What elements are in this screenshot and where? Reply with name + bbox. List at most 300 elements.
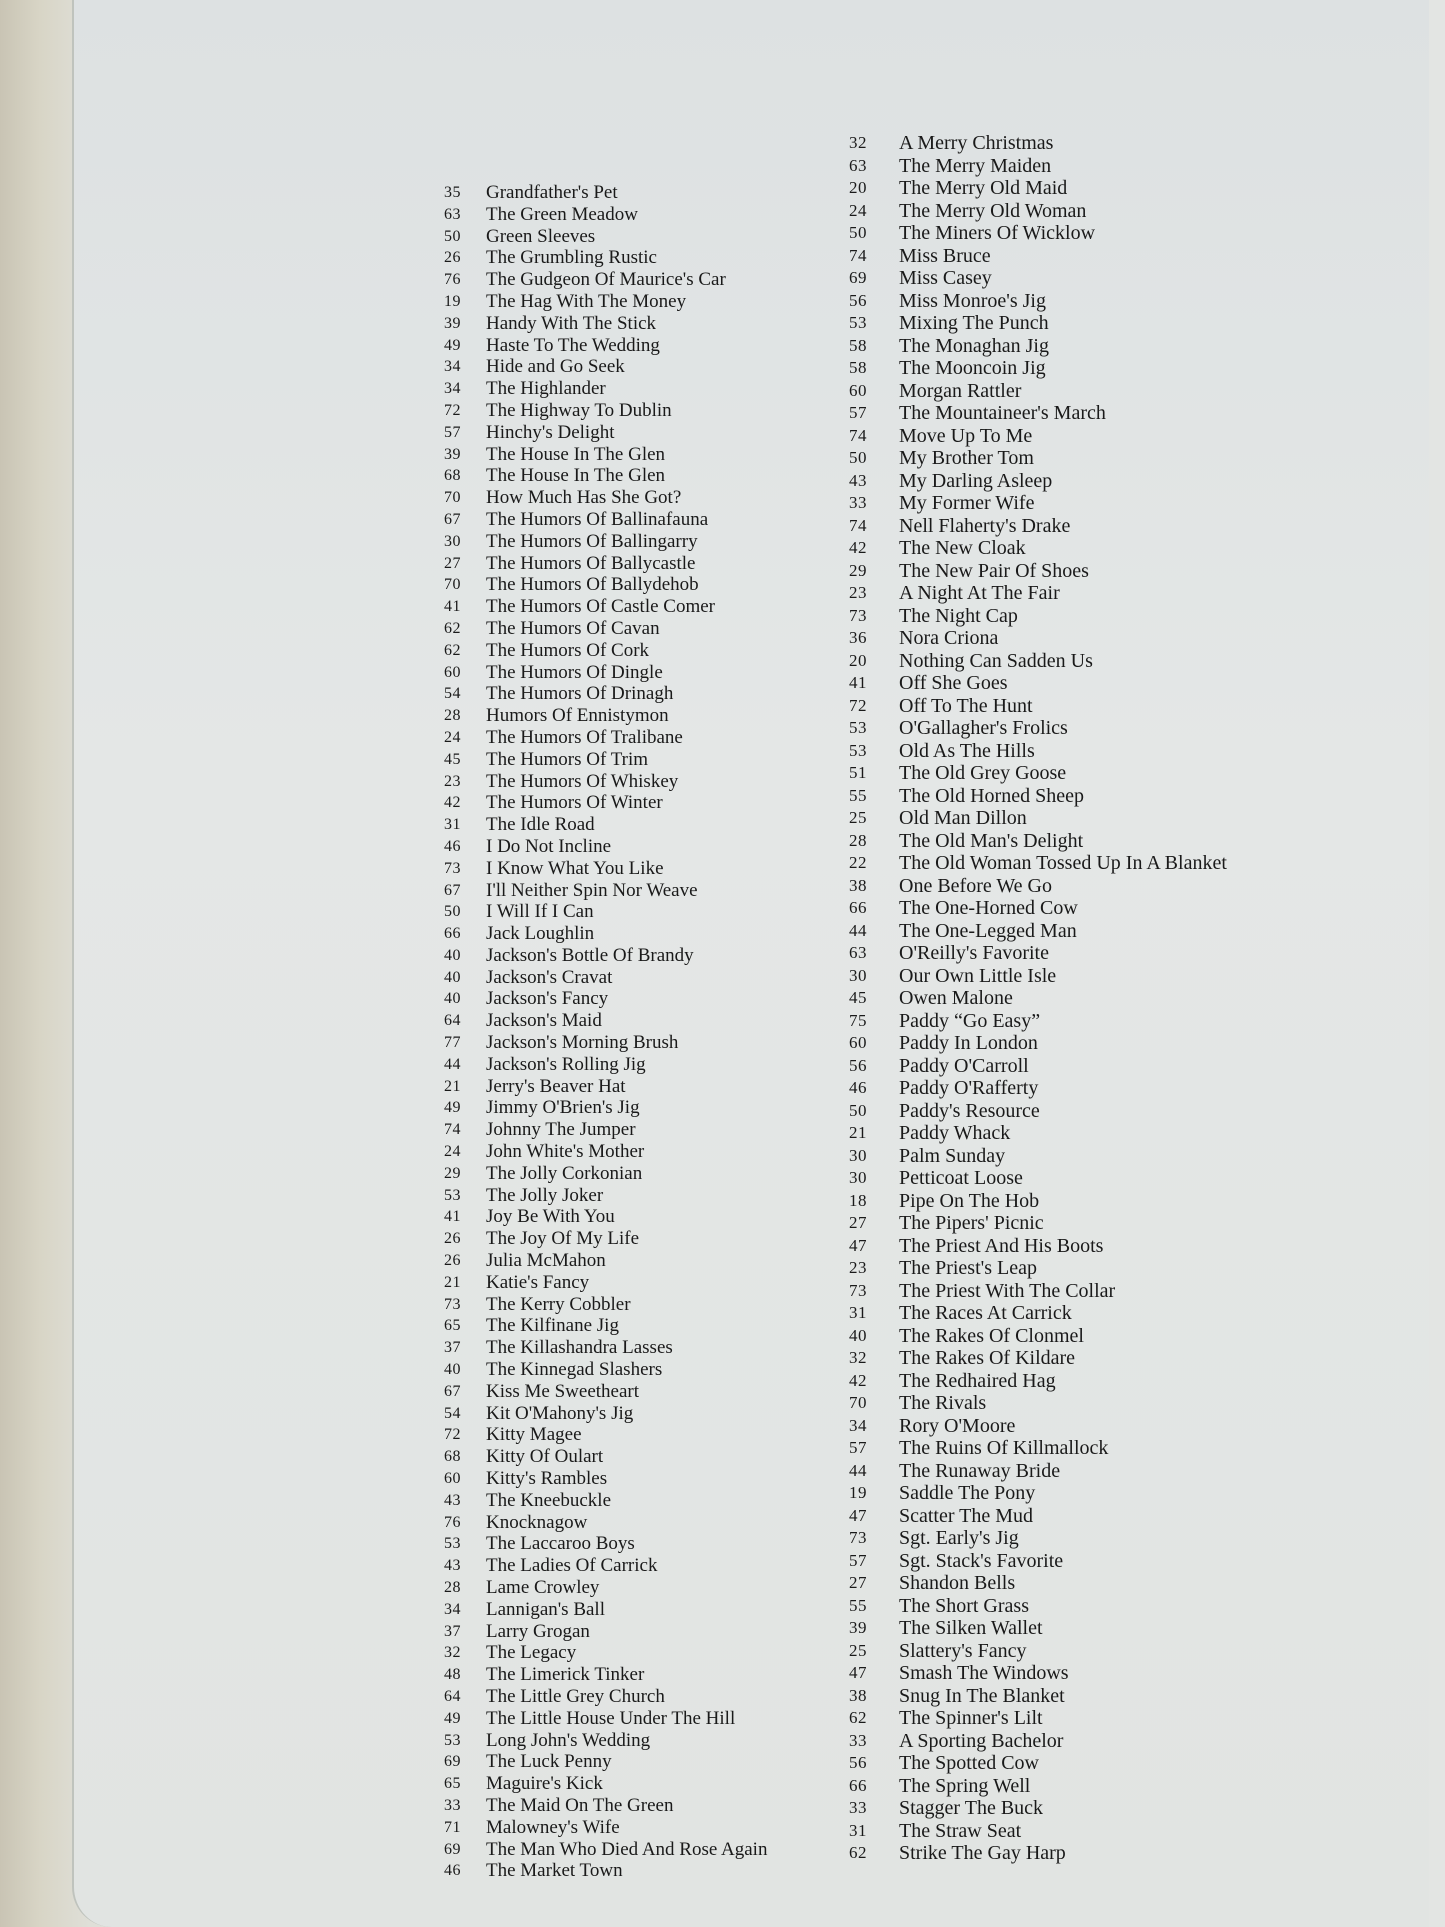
tune-title: The Man Who Died And Rose Again (486, 1838, 768, 1860)
index-entry (444, 683, 814, 705)
tune-title: The Short Grass (899, 1594, 1029, 1617)
index-entry (849, 1482, 1269, 1505)
tune-title: The Humors Of Whiskey (486, 770, 679, 792)
page-number: 57 (849, 1438, 867, 1457)
page-number: 74 (849, 425, 867, 445)
tune-title: Rory O'Moore (899, 1414, 1016, 1437)
tune-title: Miss Bruce (899, 244, 991, 267)
tune-title: The One-Horned Cow (899, 897, 1078, 919)
tune-title: Smash The Windows (899, 1662, 1069, 1684)
page-number: 33 (849, 1798, 867, 1817)
page-number: 44 (444, 1055, 461, 1073)
index-entry (444, 1795, 814, 1817)
tune-title: Paddy “Go Easy” (899, 1009, 1041, 1032)
index-entry (849, 1325, 1269, 1348)
index-entry (444, 226, 814, 248)
page-number: 73 (444, 1295, 461, 1313)
index-entry (444, 1621, 814, 1643)
index-entry (444, 1359, 814, 1381)
page-number: 32 (849, 133, 867, 152)
index-entry (849, 942, 1269, 965)
index-entry (849, 1280, 1269, 1303)
index-entry (444, 204, 814, 226)
index-entry (849, 1257, 1269, 1280)
page-number: 39 (444, 314, 461, 332)
tune-title: Our Own Little Isle (899, 964, 1057, 987)
tune-title: The Green Meadow (486, 203, 638, 225)
page-number: 20 (849, 178, 867, 197)
index-entry (444, 771, 814, 793)
tune-title: Paddy O'Rafferty (899, 1077, 1039, 1099)
index-entry (444, 727, 814, 749)
index-entry (444, 988, 814, 1010)
page-number: 21 (444, 1273, 461, 1291)
index-entry (444, 1839, 814, 1861)
tune-title: The Rakes Of Clonmel (899, 1324, 1084, 1347)
tune-title: Larry Grogan (486, 1620, 590, 1642)
tune-title: The Spinner's Lilt (899, 1707, 1043, 1729)
tune-title: Kitty's Rambles (486, 1468, 608, 1490)
page-number: 42 (444, 794, 461, 812)
page-number: 21 (849, 1123, 867, 1142)
tune-title: The Legacy (486, 1642, 577, 1664)
page-number: 66 (849, 898, 867, 917)
tune-title: Jackson's Morning Brush (486, 1032, 679, 1054)
page-number: 70 (444, 576, 461, 594)
page-number: 43 (444, 1491, 461, 1509)
page-number: 68 (444, 467, 461, 485)
tune-title: Paddy O'Carroll (899, 1054, 1029, 1077)
page-number: 46 (849, 1078, 867, 1097)
tune-title: Jackson's Fancy (486, 988, 609, 1010)
index-entry (444, 356, 814, 378)
page-number: 56 (849, 1753, 867, 1772)
index-entry (849, 380, 1269, 403)
page-number: 42 (849, 1370, 867, 1390)
page-number: 75 (849, 1010, 867, 1030)
index-entry (849, 1820, 1269, 1843)
index-entry (444, 269, 814, 291)
index-entry (849, 1122, 1269, 1145)
page-number: 50 (849, 223, 867, 242)
page-number: 54 (444, 1404, 461, 1422)
index-entry (444, 1206, 814, 1228)
tune-title: A Sporting Bachelor (899, 1729, 1064, 1752)
page-number: 20 (849, 650, 867, 670)
index-entry (849, 1010, 1269, 1033)
tune-title: The Limerick Tinker (486, 1664, 645, 1686)
tune-title: The Humors Of Dingle (486, 661, 663, 683)
page-number: 39 (849, 1618, 867, 1637)
page-number: 32 (849, 1348, 867, 1367)
page-number: 31 (444, 816, 461, 834)
index-entry (849, 537, 1269, 560)
tune-title: Paddy In London (899, 1032, 1038, 1054)
index-entry (849, 1730, 1269, 1753)
tune-title: Hinchy's Delight (486, 421, 615, 443)
page-number: 53 (444, 1731, 461, 1749)
tune-title: The Humors Of Winter (486, 792, 663, 814)
page-number: 27 (849, 1573, 867, 1592)
page-number: 19 (849, 1483, 867, 1502)
index-entry (444, 1315, 814, 1337)
page-number: 40 (444, 968, 461, 986)
page-number: 24 (444, 1143, 461, 1161)
index-entry (849, 1055, 1269, 1078)
page-number: 63 (849, 155, 867, 175)
page-number: 18 (849, 1190, 867, 1210)
tune-title: The Humors Of Ballinafauna (486, 508, 709, 530)
index-entry (849, 132, 1269, 155)
tune-title: Jackson's Maid (486, 1010, 602, 1032)
tune-title: Strike The Gay Harp (899, 1842, 1066, 1864)
page-number: 73 (849, 1280, 867, 1300)
tune-title: The Humors Of Ballycastle (486, 552, 696, 574)
tune-title: Paddy Whack (899, 1122, 1011, 1144)
page-number: 64 (444, 1012, 461, 1030)
tune-title: Handy With The Stick (486, 312, 657, 334)
index-entry (849, 267, 1269, 290)
page-number: 37 (444, 1339, 461, 1357)
page-number: 56 (849, 1055, 867, 1075)
page-number: 72 (849, 695, 867, 715)
tune-title: The Laccaroo Boys (486, 1533, 635, 1555)
index-entry (849, 1347, 1269, 1370)
index-entry (849, 650, 1269, 673)
page-number: 63 (849, 943, 867, 962)
page-number: 60 (849, 380, 867, 400)
page-number: 60 (444, 663, 461, 681)
page-number: 56 (849, 290, 867, 310)
index-entry (444, 1490, 814, 1512)
tune-title: The Priest's Leap (899, 1257, 1038, 1279)
index-entry (849, 335, 1269, 358)
index-entry (849, 1797, 1269, 1820)
page-number: 66 (849, 1775, 867, 1795)
index-entry (444, 1817, 814, 1839)
index-entry (849, 1505, 1269, 1528)
page-number: 26 (444, 249, 461, 267)
index-entry (849, 402, 1269, 425)
page-number: 53 (849, 740, 867, 760)
page-number: 74 (849, 245, 867, 265)
index-entry (849, 1460, 1269, 1483)
index-entry (444, 945, 814, 967)
tune-title: Petticoat Loose (899, 1167, 1023, 1189)
index-entry (849, 740, 1269, 763)
tune-title: Nell Flaherty's Drake (899, 514, 1071, 537)
page-number: 60 (444, 1470, 461, 1488)
tune-title: Palm Sunday (899, 1144, 1006, 1167)
page-number: 65 (444, 1317, 461, 1335)
tune-title: Kitty Magee (486, 1424, 582, 1446)
tune-title: The Rivals (899, 1392, 987, 1414)
tune-title: Kiss Me Sweetheart (486, 1380, 640, 1402)
tune-title: The Humors Of Ballydehob (486, 574, 699, 596)
page-number: 22 (849, 853, 867, 872)
index-entry (849, 447, 1269, 470)
tune-title: The Runaway Bride (899, 1459, 1061, 1482)
page-number: 57 (849, 1550, 867, 1570)
tune-title: Hide and Go Seek (486, 356, 625, 378)
page-number: 40 (444, 1361, 461, 1379)
tune-title: The Little Grey Church (486, 1685, 665, 1707)
tune-title: The Highlander (486, 378, 606, 400)
page-number: 38 (849, 875, 867, 895)
page-number: 44 (849, 1460, 867, 1480)
tune-title: Malowney's Wife (486, 1816, 620, 1838)
index-entry (444, 901, 814, 923)
page-number: 53 (849, 718, 867, 737)
index-entry (444, 923, 814, 945)
index-entry (849, 695, 1269, 718)
tune-title: Knocknagow (486, 1511, 588, 1533)
tune-title: The Humors Of Cork (486, 639, 650, 661)
index-entry (849, 1302, 1269, 1325)
tune-title: The Old Woman Tossed Up In A Blanket (899, 852, 1227, 874)
tune-title: My Brother Tom (899, 447, 1034, 469)
tune-title: Saddle The Pony (899, 1482, 1036, 1504)
tune-title: Old As The Hills (899, 739, 1035, 762)
index-entry (444, 618, 814, 640)
tune-title: The Old Horned Sheep (899, 784, 1084, 807)
page-number: 21 (444, 1077, 461, 1095)
index-entry (444, 378, 814, 400)
tune-title: The Mountaineer's March (899, 402, 1106, 424)
page-number: 25 (849, 1640, 867, 1660)
tune-title: Nora Criona (899, 627, 999, 649)
index-entry (849, 582, 1269, 605)
index-entry (444, 880, 814, 902)
tune-title: The Idle Road (486, 814, 595, 836)
index-entry (444, 1599, 814, 1621)
tune-title: The Kerry Cobbler (486, 1293, 631, 1315)
page-number: 62 (444, 619, 461, 637)
page-number: 58 (849, 335, 867, 355)
page-number: 43 (444, 1557, 461, 1575)
tune-title: The House In The Glen (486, 465, 666, 487)
index-entry (444, 814, 814, 836)
page-number: 51 (849, 763, 867, 782)
tune-title: Shandon Bells (899, 1572, 1016, 1594)
page-number: 25 (849, 808, 867, 827)
tune-title: My Former Wife (899, 492, 1035, 514)
tune-title: I Will If I Can (486, 901, 594, 923)
tune-title: Sgt. Early's Jig (899, 1527, 1019, 1549)
page-number: 46 (444, 837, 461, 855)
tune-title: The Killashandra Lasses (486, 1337, 673, 1359)
page-number: 69 (444, 1840, 461, 1858)
tune-title: How Much Has She Got? (486, 487, 682, 509)
tune-title: Jackson's Rolling Jig (486, 1053, 646, 1075)
index-entry (444, 400, 814, 422)
tune-title: The Kneebuckle (486, 1489, 612, 1511)
tune-title: The Humors Of Tralibane (486, 726, 683, 748)
tune-title: The Humors Of Castle Comer (486, 596, 716, 618)
tune-title: Katie's Fancy (486, 1271, 590, 1293)
page-number: 44 (849, 920, 867, 940)
page-number: 50 (849, 448, 867, 467)
index-entry (849, 920, 1269, 943)
index-entry (849, 1370, 1269, 1393)
page-number: 73 (849, 1528, 867, 1547)
index-entry (444, 1730, 814, 1752)
page-number: 27 (444, 554, 461, 572)
index-entry (849, 1212, 1269, 1235)
tune-title: The Kilfinane Jig (486, 1315, 619, 1337)
index-entry (444, 705, 814, 727)
tune-title: Miss Casey (899, 267, 992, 289)
page-number: 30 (849, 1145, 867, 1165)
index-entry (849, 1617, 1269, 1640)
page-number: 49 (444, 336, 461, 354)
index-entry (444, 1533, 814, 1555)
tune-title: Mixing The Punch (899, 312, 1049, 334)
index-entry (444, 1773, 814, 1795)
index-entry (444, 1141, 814, 1163)
tune-title: The Jolly Joker (486, 1184, 604, 1206)
index-column-right (849, 132, 1269, 1865)
tune-title: The Night Cap (899, 604, 1018, 627)
page-number: 33 (849, 493, 867, 512)
page-number: 73 (444, 859, 461, 877)
page-number: 72 (444, 1426, 461, 1444)
tune-title: The Kinnegad Slashers (486, 1359, 663, 1381)
tune-title: Nothing Can Sadden Us (899, 649, 1093, 672)
tune-title: The Market Town (486, 1860, 623, 1882)
page-number: 70 (444, 489, 461, 507)
page-number: 47 (849, 1663, 867, 1682)
index-entry (849, 290, 1269, 313)
index-entry (444, 792, 814, 814)
page-number: 69 (849, 268, 867, 287)
page-number: 67 (444, 1382, 461, 1400)
page-number: 23 (849, 583, 867, 602)
tune-title: One Before We Go (899, 874, 1052, 897)
tune-title: Paddy's Resource (899, 1099, 1040, 1122)
tune-title: The Silken Wallet (899, 1617, 1043, 1639)
index-entry (849, 1842, 1269, 1865)
index-entry (444, 465, 814, 487)
index-entry (849, 627, 1269, 650)
page-number: 68 (444, 1448, 461, 1466)
index-entry (444, 640, 814, 662)
index-entry (444, 1185, 814, 1207)
page-number: 63 (444, 205, 461, 223)
tune-title: A Merry Christmas (899, 132, 1054, 154)
index-entry (849, 515, 1269, 538)
index-entry (849, 1167, 1269, 1190)
page-number: 47 (849, 1235, 867, 1255)
tune-title: Off She Goes (899, 672, 1008, 694)
tune-title: Lame Crowley (486, 1577, 600, 1598)
page-number: 35 (444, 184, 461, 201)
tune-title: Move Up To Me (899, 424, 1033, 447)
page-number: 50 (444, 903, 461, 921)
index-entry (444, 291, 814, 313)
tune-title: The Straw Seat (899, 1819, 1022, 1842)
page-number: 60 (849, 1033, 867, 1052)
page-number: 50 (444, 227, 461, 245)
index-entry (849, 1032, 1269, 1055)
page-number: 76 (444, 271, 461, 289)
index-entry (849, 852, 1269, 875)
page-number: 49 (444, 1709, 461, 1727)
index-entry (849, 1077, 1269, 1100)
index-entry (444, 1751, 814, 1773)
tune-title: Kit O'Mahony's Jig (486, 1402, 634, 1424)
index-entry (444, 967, 814, 989)
index-entry (849, 1572, 1269, 1595)
page-number: 76 (444, 1513, 461, 1531)
tune-title: The Merry Old Woman (899, 199, 1087, 222)
page-number: 53 (444, 1535, 461, 1553)
index-entry (444, 531, 814, 553)
tune-title: My Darling Asleep (899, 469, 1053, 492)
tune-title: The House In The Glen (486, 443, 666, 465)
index-entry (444, 1032, 814, 1054)
tune-title: Jackson's Bottle Of Brandy (486, 944, 694, 966)
index-entry (444, 749, 814, 771)
tune-title: The Jolly Corkonian (486, 1162, 643, 1184)
tune-title: A Night At The Fair (899, 582, 1060, 604)
index-entry (444, 836, 814, 858)
index-entry (849, 312, 1269, 335)
page-number: 77 (444, 1034, 461, 1052)
index-entry (849, 717, 1269, 740)
index-entry (849, 897, 1269, 920)
tune-title: Sgt. Stack's Favorite (899, 1549, 1064, 1572)
index-entry (444, 1010, 814, 1032)
page-number: 50 (849, 1100, 867, 1120)
page-number: 57 (444, 423, 461, 441)
page-number: 46 (444, 1862, 461, 1880)
tune-title: The Humors Of Ballingarry (486, 530, 698, 552)
page-number: 41 (444, 598, 461, 616)
index-entry (444, 1337, 814, 1359)
tune-title: The Mooncoin Jig (899, 357, 1046, 379)
tune-title: The New Cloak (899, 537, 1026, 559)
tune-title: Long John's Wedding (486, 1729, 651, 1751)
page-number: 26 (444, 1252, 461, 1270)
tune-title: The Miners Of Wicklow (899, 222, 1096, 244)
index-entry (444, 1076, 814, 1098)
index-entry (444, 335, 814, 357)
tune-title: The Merry Old Maid (899, 177, 1068, 199)
tune-title: Haste To The Wedding (486, 334, 660, 356)
tune-title: Julia McMahon (486, 1250, 606, 1272)
tune-title: The Spotted Cow (899, 1752, 1039, 1774)
tune-title: The Old Grey Goose (899, 762, 1067, 784)
page-number: 41 (849, 673, 867, 692)
tune-title: Morgan Rattler (899, 379, 1022, 402)
page-number: 67 (444, 881, 461, 899)
page-number: 74 (849, 515, 867, 535)
page-number: 29 (444, 1164, 461, 1182)
index-entry (849, 1707, 1269, 1730)
tune-title: Old Man Dillon (899, 807, 1027, 829)
index-entry (444, 1424, 814, 1446)
tune-title: The Pipers' Picnic (899, 1212, 1044, 1234)
page-number: 54 (444, 685, 461, 703)
index-entry (849, 762, 1269, 785)
index-entry (849, 987, 1269, 1010)
tune-title: Miss Monroe's Jig (899, 289, 1046, 312)
tune-title: The Priest With The Collar (899, 1279, 1116, 1302)
tune-title: The Priest And His Boots (899, 1234, 1104, 1257)
tune-title: Humors Of Ennistymon (486, 705, 669, 727)
tune-title: The Humors Of Drinagh (486, 683, 674, 705)
